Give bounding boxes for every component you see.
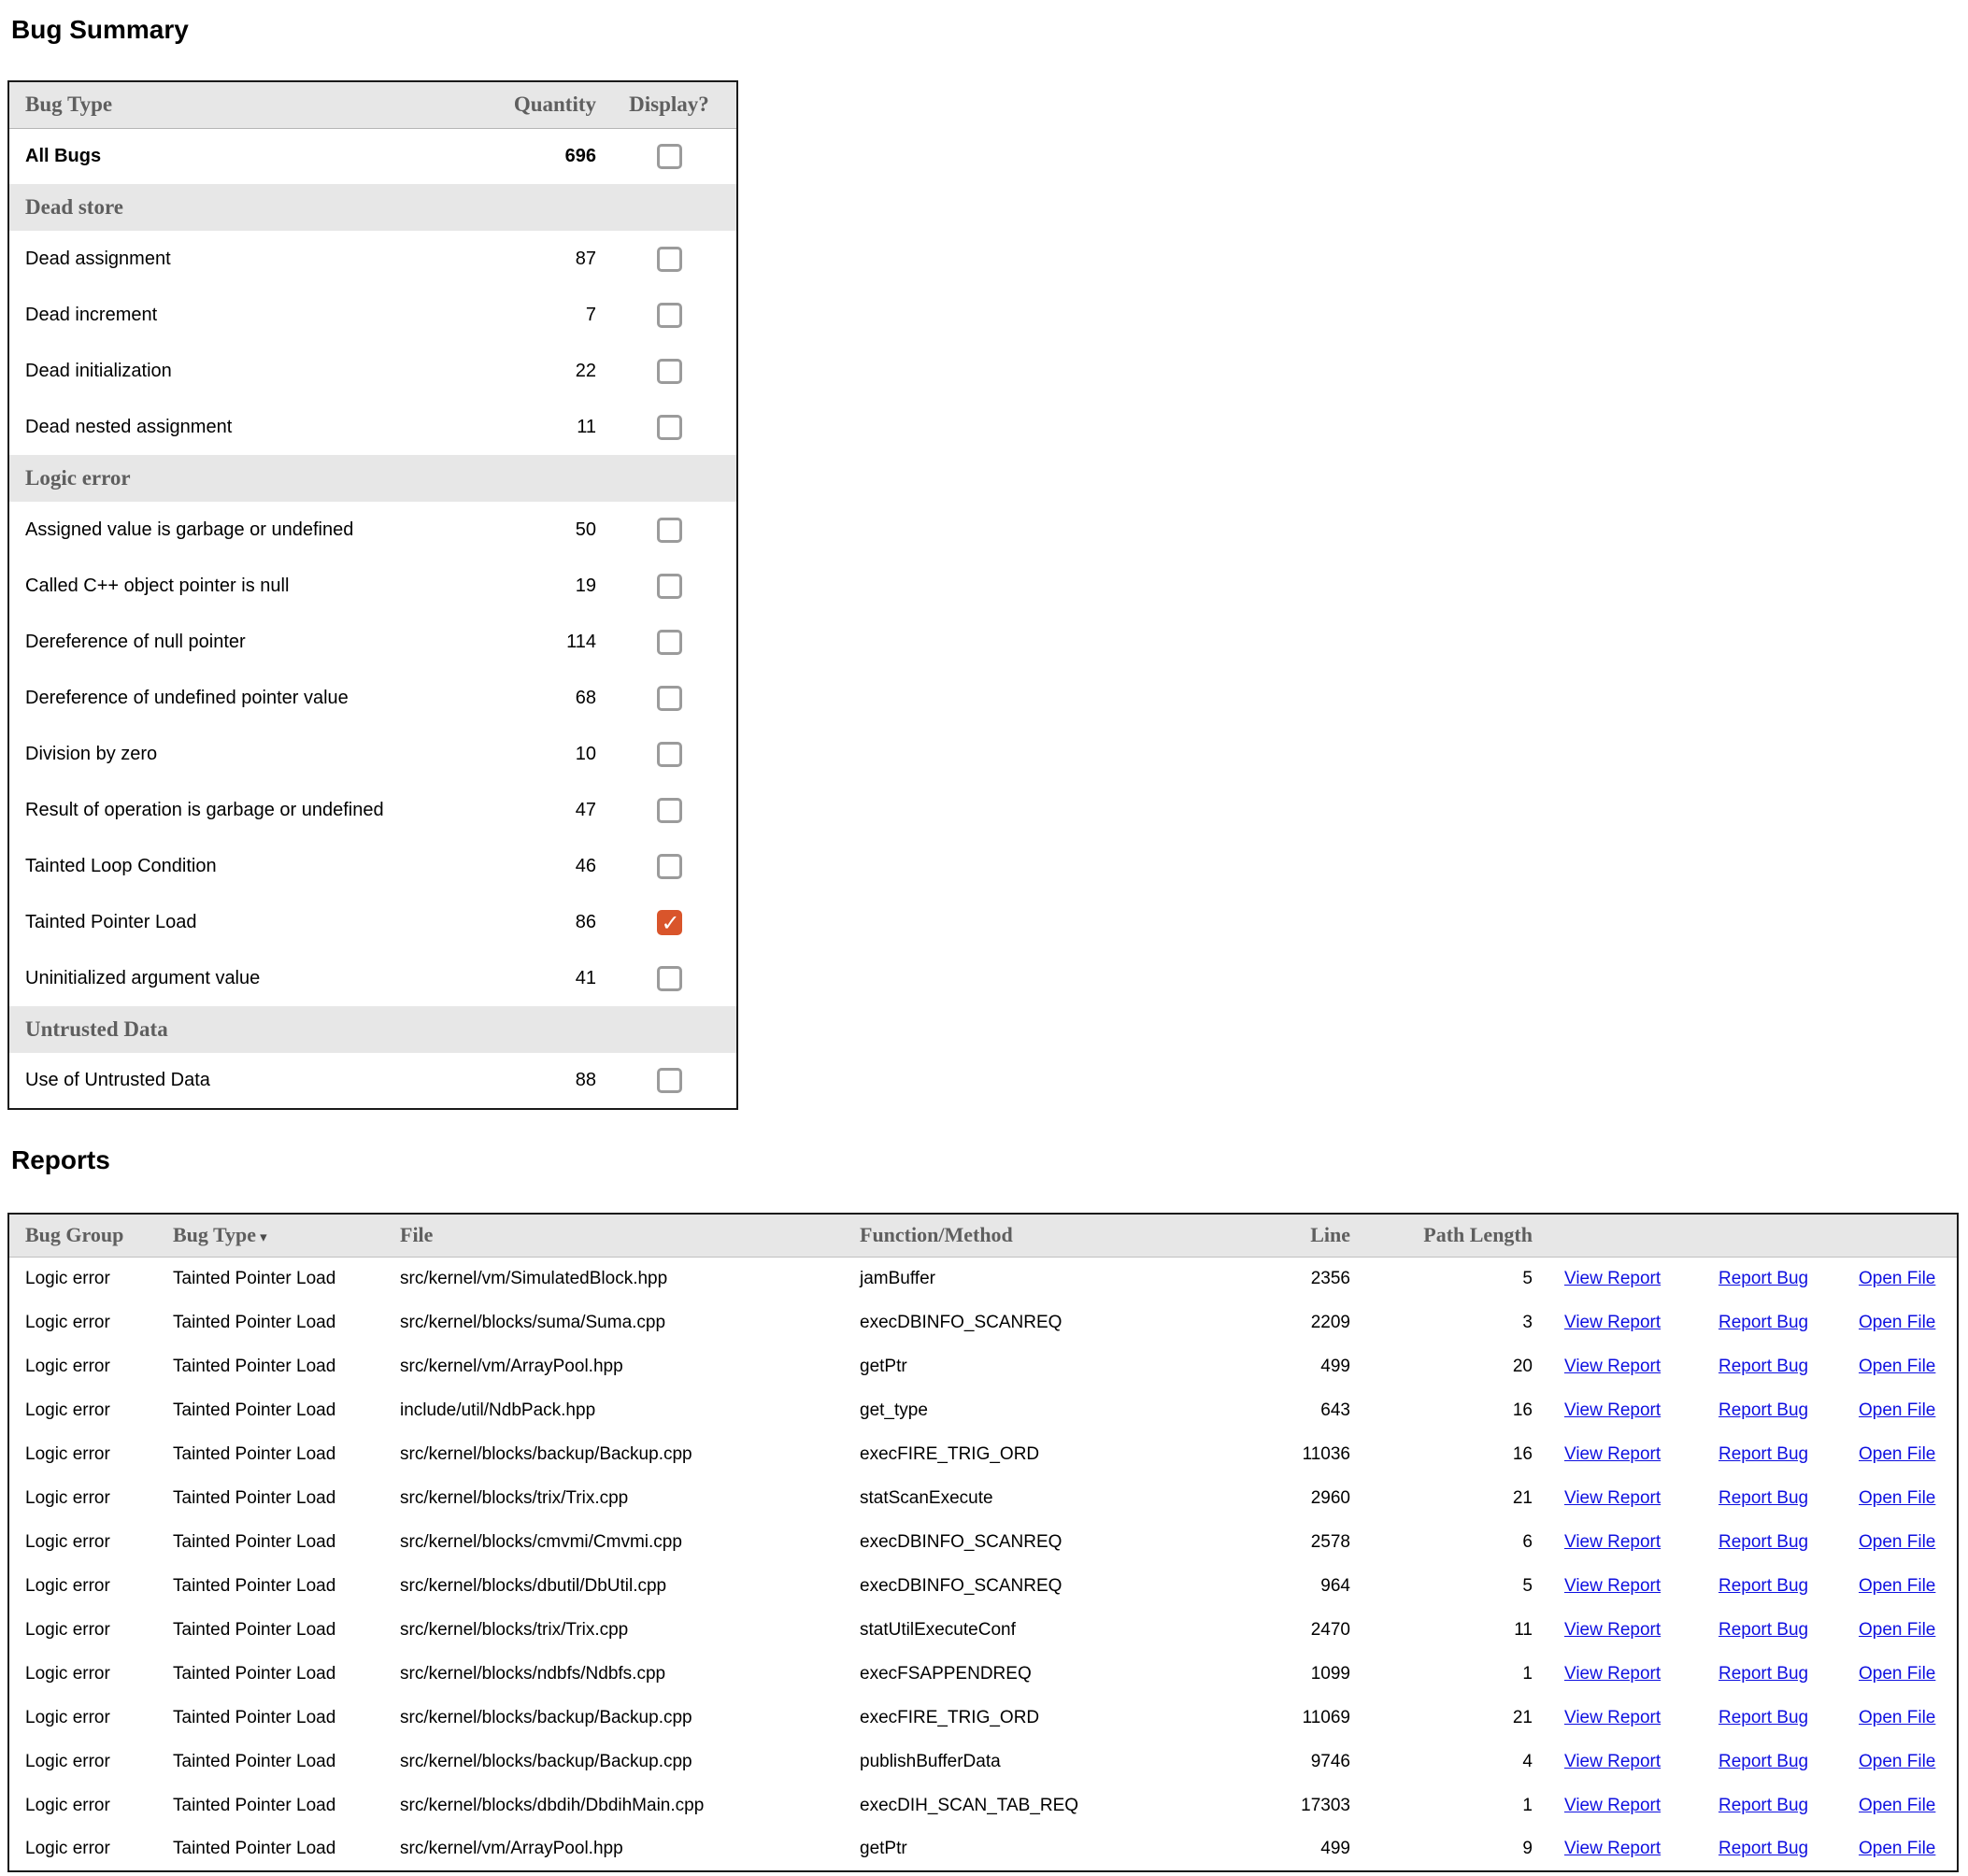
report-row	[8, 1652, 1958, 1696]
summary-bug-row	[8, 558, 737, 614]
display-cell	[602, 502, 737, 558]
report-bug-type: Tainted Pointer Load	[172, 1827, 399, 1871]
report-function: execDBINFO_SCANREQ	[859, 1520, 1223, 1564]
report-file: src/kernel/vm/ArrayPool.hpp	[399, 1827, 859, 1871]
report-bug-link[interactable]: Report Bug	[1718, 1531, 1809, 1552]
report-bug-link[interactable]: Report Bug	[1718, 1312, 1809, 1332]
reports-header-row	[8, 1214, 1958, 1257]
report-function: getPtr	[859, 1827, 1223, 1871]
summary-bug-row	[8, 343, 737, 399]
report-path-length: 11	[1354, 1608, 1536, 1652]
display-checkbox[interactable]	[657, 966, 682, 991]
report-path-length: 9	[1354, 1827, 1536, 1871]
bug-quantity: 41	[462, 950, 602, 1006]
report-line: 1099	[1223, 1652, 1354, 1696]
view-report-link[interactable]: View Report	[1564, 1400, 1661, 1420]
report-row	[8, 1520, 1958, 1564]
bug-group-label: Untrusted Data	[8, 1006, 737, 1053]
bug-quantity: 86	[462, 894, 602, 950]
report-line: 2470	[1223, 1608, 1354, 1652]
reports-table	[7, 1213, 1959, 1872]
bug-type-label: Dereference of null pointer	[8, 614, 462, 670]
reports-col-path-length[interactable]: Path Length	[1354, 1214, 1536, 1257]
report-bug-link[interactable]: Report Bug	[1718, 1839, 1809, 1858]
bug-type-label: Dead assignment	[8, 231, 462, 287]
summary-header-row	[8, 81, 737, 128]
report-bug-group: Logic error	[8, 1564, 172, 1608]
report-line: 17303	[1223, 1784, 1354, 1827]
bug-quantity: 88	[462, 1053, 602, 1109]
report-file: src/kernel/blocks/suma/Suma.cpp	[399, 1300, 859, 1344]
report-bug-link[interactable]: Report Bug	[1718, 1400, 1809, 1420]
summary-col-display: Display?	[602, 81, 737, 128]
display-cell	[602, 670, 737, 726]
report-bug-group: Logic error	[8, 1652, 172, 1696]
open-file-link[interactable]: Open File	[1859, 1443, 1936, 1464]
bug-group-label: Dead store	[8, 184, 737, 231]
view-report-link[interactable]: View Report	[1564, 1839, 1661, 1858]
report-path-length: 16	[1354, 1432, 1536, 1476]
report-bug-link[interactable]: Report Bug	[1718, 1443, 1809, 1464]
report-row	[8, 1827, 1958, 1871]
report-bug-group: Logic error	[8, 1740, 172, 1784]
view-report-link[interactable]: View Report	[1564, 1312, 1661, 1332]
reports-col-function[interactable]: Function/Method	[859, 1214, 1223, 1257]
display-checkbox[interactable]	[657, 854, 682, 879]
report-line: 11069	[1223, 1696, 1354, 1740]
report-file: src/kernel/blocks/backup/Backup.cpp	[399, 1696, 859, 1740]
bug-quantity: 68	[462, 670, 602, 726]
bug-quantity: 10	[462, 726, 602, 782]
report-path-length: 21	[1354, 1696, 1536, 1740]
summary-group-row	[8, 455, 737, 502]
report-line: 2578	[1223, 1520, 1354, 1564]
report-row	[8, 1784, 1958, 1827]
bug-type-label: Dead initialization	[8, 343, 462, 399]
report-bug-group: Logic error	[8, 1520, 172, 1564]
reports-col-actions-1	[1536, 1214, 1690, 1257]
display-checkbox[interactable]	[657, 742, 682, 767]
report-function: jamBuffer	[859, 1257, 1223, 1300]
report-line: 2356	[1223, 1257, 1354, 1300]
report-file: src/kernel/blocks/trix/Trix.cpp	[399, 1476, 859, 1520]
display-checkbox[interactable]	[657, 359, 682, 384]
summary-col-bug-type: Bug Type	[8, 81, 462, 128]
view-report-link[interactable]: View Report	[1564, 1443, 1661, 1464]
summary-bug-row	[8, 231, 737, 287]
report-line: 11036	[1223, 1432, 1354, 1476]
summary-bug-row	[8, 782, 737, 838]
display-cell	[602, 894, 737, 950]
report-path-length: 1	[1354, 1652, 1536, 1696]
display-checkbox[interactable]	[657, 798, 682, 823]
bug-quantity: 696	[462, 128, 602, 184]
summary-bug-row	[8, 894, 737, 950]
summary-bug-row	[8, 726, 737, 782]
report-bug-type: Tainted Pointer Load	[172, 1784, 399, 1827]
display-cell	[602, 558, 737, 614]
report-function: execFIRE_TRIG_ORD	[859, 1432, 1223, 1476]
report-path-length: 3	[1354, 1300, 1536, 1344]
report-line: 2209	[1223, 1300, 1354, 1344]
bug-type-label: Tainted Loop Condition	[8, 838, 462, 894]
bug-quantity: 22	[462, 343, 602, 399]
report-bug-link[interactable]: Report Bug	[1718, 1619, 1809, 1640]
report-function: getPtr	[859, 1344, 1223, 1388]
report-line: 2960	[1223, 1476, 1354, 1520]
reports-col-bug-group[interactable]: Bug Group	[8, 1214, 172, 1257]
bug-type-label: Called C++ object pointer is null	[8, 558, 462, 614]
reports-col-actions-3	[1831, 1214, 1958, 1257]
report-path-length: 5	[1354, 1564, 1536, 1608]
report-bug-type: Tainted Pointer Load	[172, 1652, 399, 1696]
report-function: publishBufferData	[859, 1740, 1223, 1784]
report-function: execDIH_SCAN_TAB_REQ	[859, 1784, 1223, 1827]
view-report-link[interactable]: View Report	[1564, 1531, 1661, 1552]
report-path-length: 6	[1354, 1520, 1536, 1564]
reports-col-actions-2	[1690, 1214, 1831, 1257]
display-checkbox[interactable]	[657, 1068, 682, 1093]
report-row	[8, 1740, 1958, 1784]
report-row	[8, 1696, 1958, 1740]
report-bug-type: Tainted Pointer Load	[172, 1432, 399, 1476]
display-cell	[602, 782, 737, 838]
bug-type-label: Assigned value is garbage or undefined	[8, 502, 462, 558]
report-line: 499	[1223, 1827, 1354, 1871]
view-report-link[interactable]: View Report	[1564, 1707, 1661, 1727]
report-bug-type: Tainted Pointer Load	[172, 1476, 399, 1520]
report-row	[8, 1564, 1958, 1608]
bug-quantity: 47	[462, 782, 602, 838]
summary-bug-row	[8, 950, 737, 1006]
summary-bug-row	[8, 128, 737, 184]
display-cell	[602, 726, 737, 782]
summary-bug-row	[8, 838, 737, 894]
bug-quantity: 11	[462, 399, 602, 455]
report-bug-link[interactable]: Report Bug	[1718, 1356, 1809, 1376]
report-row	[8, 1344, 1958, 1388]
display-checkbox[interactable]	[657, 303, 682, 328]
report-bug-group: Logic error	[8, 1300, 172, 1344]
open-file-link[interactable]: Open File	[1859, 1839, 1936, 1858]
display-checkbox[interactable]	[657, 144, 682, 169]
report-bug-link[interactable]: Report Bug	[1718, 1663, 1809, 1684]
report-file: src/kernel/blocks/backup/Backup.cpp	[399, 1432, 859, 1476]
report-line: 499	[1223, 1344, 1354, 1388]
summary-group-row	[8, 1006, 737, 1053]
bug-type-label: Dereference of undefined pointer value	[8, 670, 462, 726]
bug-summary-heading: Bug Summary	[11, 15, 189, 44]
report-bug-group: Logic error	[8, 1257, 172, 1300]
report-bug-type: Tainted Pointer Load	[172, 1300, 399, 1344]
display-checkbox[interactable]	[657, 574, 682, 599]
report-row	[8, 1300, 1958, 1344]
report-bug-type: Tainted Pointer Load	[172, 1564, 399, 1608]
view-report-link[interactable]: View Report	[1564, 1575, 1661, 1596]
display-cell	[602, 399, 737, 455]
display-checkbox[interactable]	[657, 630, 682, 655]
bug-group-label: Logic error	[8, 455, 737, 502]
view-report-link[interactable]: View Report	[1564, 1751, 1661, 1771]
display-cell	[602, 614, 737, 670]
summary-bug-row	[8, 1053, 737, 1109]
report-function: execDBINFO_SCANREQ	[859, 1300, 1223, 1344]
report-bug-type: Tainted Pointer Load	[172, 1520, 399, 1564]
report-bug-group: Logic error	[8, 1344, 172, 1388]
report-function: execFSAPPENDREQ	[859, 1652, 1223, 1696]
display-cell	[602, 950, 737, 1006]
report-function: get_type	[859, 1388, 1223, 1432]
report-bug-link[interactable]: Report Bug	[1718, 1575, 1809, 1596]
report-line: 964	[1223, 1564, 1354, 1608]
bug-quantity: 87	[462, 231, 602, 287]
reports-heading: Reports	[11, 1145, 110, 1174]
bug-type-label: Tainted Pointer Load	[8, 894, 462, 950]
bug-type-label: Dead increment	[8, 287, 462, 343]
display-checkbox[interactable]	[657, 686, 682, 711]
display-cell	[602, 287, 737, 343]
report-bug-type: Tainted Pointer Load	[172, 1257, 399, 1300]
report-bug-link[interactable]: Report Bug	[1718, 1707, 1809, 1727]
display-cell	[602, 1053, 737, 1109]
report-file: src/kernel/blocks/trix/Trix.cpp	[399, 1608, 859, 1652]
report-file: src/kernel/blocks/backup/Backup.cpp	[399, 1740, 859, 1784]
open-file-link[interactable]: Open File	[1859, 1400, 1936, 1420]
report-bug-group: Logic error	[8, 1696, 172, 1740]
report-bug-link[interactable]: Report Bug	[1718, 1487, 1809, 1508]
summary-bug-row	[8, 614, 737, 670]
open-file-link[interactable]: Open File	[1859, 1707, 1936, 1727]
report-file: src/kernel/blocks/ndbfs/Ndbfs.cpp	[399, 1652, 859, 1696]
summary-col-quantity: Quantity	[462, 81, 602, 128]
report-bug-type: Tainted Pointer Load	[172, 1696, 399, 1740]
report-bug-group: Logic error	[8, 1827, 172, 1871]
report-bug-type: Tainted Pointer Load	[172, 1344, 399, 1388]
open-file-link[interactable]: Open File	[1859, 1795, 1936, 1815]
report-bug-group: Logic error	[8, 1388, 172, 1432]
report-function: statScanExecute	[859, 1476, 1223, 1520]
report-path-length: 5	[1354, 1257, 1536, 1300]
reports-col-line[interactable]: Line	[1223, 1214, 1354, 1257]
display-checkbox[interactable]	[657, 910, 682, 935]
open-file-link[interactable]: Open File	[1859, 1531, 1936, 1552]
report-bug-group: Logic error	[8, 1432, 172, 1476]
view-report-link[interactable]: View Report	[1564, 1619, 1661, 1640]
open-file-link[interactable]: Open File	[1859, 1356, 1936, 1376]
sort-descending-icon: ▾	[260, 1230, 267, 1246]
report-line: 9746	[1223, 1740, 1354, 1784]
reports-col-bug-type[interactable]: Bug Type ▾	[172, 1214, 399, 1257]
report-file: src/kernel/blocks/dbutil/DbUtil.cpp	[399, 1564, 859, 1608]
report-path-length: 16	[1354, 1388, 1536, 1432]
report-bug-link[interactable]: Report Bug	[1718, 1268, 1809, 1288]
report-function: execDBINFO_SCANREQ	[859, 1564, 1223, 1608]
view-report-link[interactable]: View Report	[1564, 1487, 1661, 1508]
summary-bug-row	[8, 287, 737, 343]
report-file: src/kernel/vm/ArrayPool.hpp	[399, 1344, 859, 1388]
report-function: execFIRE_TRIG_ORD	[859, 1696, 1223, 1740]
view-report-link[interactable]: View Report	[1564, 1268, 1661, 1288]
reports-col-file[interactable]: File	[399, 1214, 859, 1257]
bug-quantity: 19	[462, 558, 602, 614]
open-file-link[interactable]: Open File	[1859, 1663, 1936, 1684]
display-checkbox[interactable]	[657, 518, 682, 543]
bug-type-label: Uninitialized argument value	[8, 950, 462, 1006]
bug-type-label: Division by zero	[8, 726, 462, 782]
report-path-length: 1	[1354, 1784, 1536, 1827]
bug-quantity: 46	[462, 838, 602, 894]
report-file: src/kernel/blocks/cmvmi/Cmvmi.cpp	[399, 1520, 859, 1564]
report-file: include/util/NdbPack.hpp	[399, 1388, 859, 1432]
report-bug-group: Logic error	[8, 1784, 172, 1827]
display-checkbox[interactable]	[657, 247, 682, 272]
report-line: 643	[1223, 1388, 1354, 1432]
report-bug-link[interactable]: Report Bug	[1718, 1795, 1809, 1815]
display-cell	[602, 838, 737, 894]
summary-bug-row	[8, 670, 737, 726]
report-bug-group: Logic error	[8, 1608, 172, 1652]
display-checkbox[interactable]	[657, 415, 682, 440]
summary-bug-row	[8, 502, 737, 558]
open-file-link[interactable]: Open File	[1859, 1575, 1936, 1596]
display-cell	[602, 128, 737, 184]
bug-quantity: 114	[462, 614, 602, 670]
report-row	[8, 1388, 1958, 1432]
open-file-link[interactable]: Open File	[1859, 1312, 1936, 1332]
summary-bug-row	[8, 399, 737, 455]
bug-type-label: All Bugs	[8, 128, 462, 184]
bug-type-label: Use of Untrusted Data	[8, 1053, 462, 1109]
bug-summary-table	[7, 80, 738, 1110]
bug-quantity: 50	[462, 502, 602, 558]
report-row	[8, 1476, 1958, 1520]
display-cell	[602, 343, 737, 399]
report-file: src/kernel/vm/SimulatedBlock.hpp	[399, 1257, 859, 1300]
report-bug-type: Tainted Pointer Load	[172, 1608, 399, 1652]
report-path-length: 20	[1354, 1344, 1536, 1388]
report-row	[8, 1257, 1958, 1300]
view-report-link[interactable]: View Report	[1564, 1795, 1661, 1815]
report-bug-link[interactable]: Report Bug	[1718, 1751, 1809, 1771]
report-bug-type: Tainted Pointer Load	[172, 1388, 399, 1432]
report-row	[8, 1432, 1958, 1476]
report-path-length: 4	[1354, 1740, 1536, 1784]
view-report-link[interactable]: View Report	[1564, 1663, 1661, 1684]
bug-quantity: 7	[462, 287, 602, 343]
display-cell	[602, 231, 737, 287]
open-file-link[interactable]: Open File	[1859, 1268, 1936, 1288]
open-file-link[interactable]: Open File	[1859, 1487, 1936, 1508]
report-file: src/kernel/blocks/dbdih/DbdihMain.cpp	[399, 1784, 859, 1827]
report-function: statUtilExecuteConf	[859, 1608, 1223, 1652]
report-bug-group: Logic error	[8, 1476, 172, 1520]
open-file-link[interactable]: Open File	[1859, 1619, 1936, 1640]
open-file-link[interactable]: Open File	[1859, 1751, 1936, 1771]
view-report-link[interactable]: View Report	[1564, 1356, 1661, 1376]
report-path-length: 21	[1354, 1476, 1536, 1520]
summary-group-row	[8, 184, 737, 231]
report-row	[8, 1608, 1958, 1652]
bug-type-label: Result of operation is garbage or undefined	[8, 782, 462, 838]
report-bug-type: Tainted Pointer Load	[172, 1740, 399, 1784]
bug-type-label: Dead nested assignment	[8, 399, 462, 455]
